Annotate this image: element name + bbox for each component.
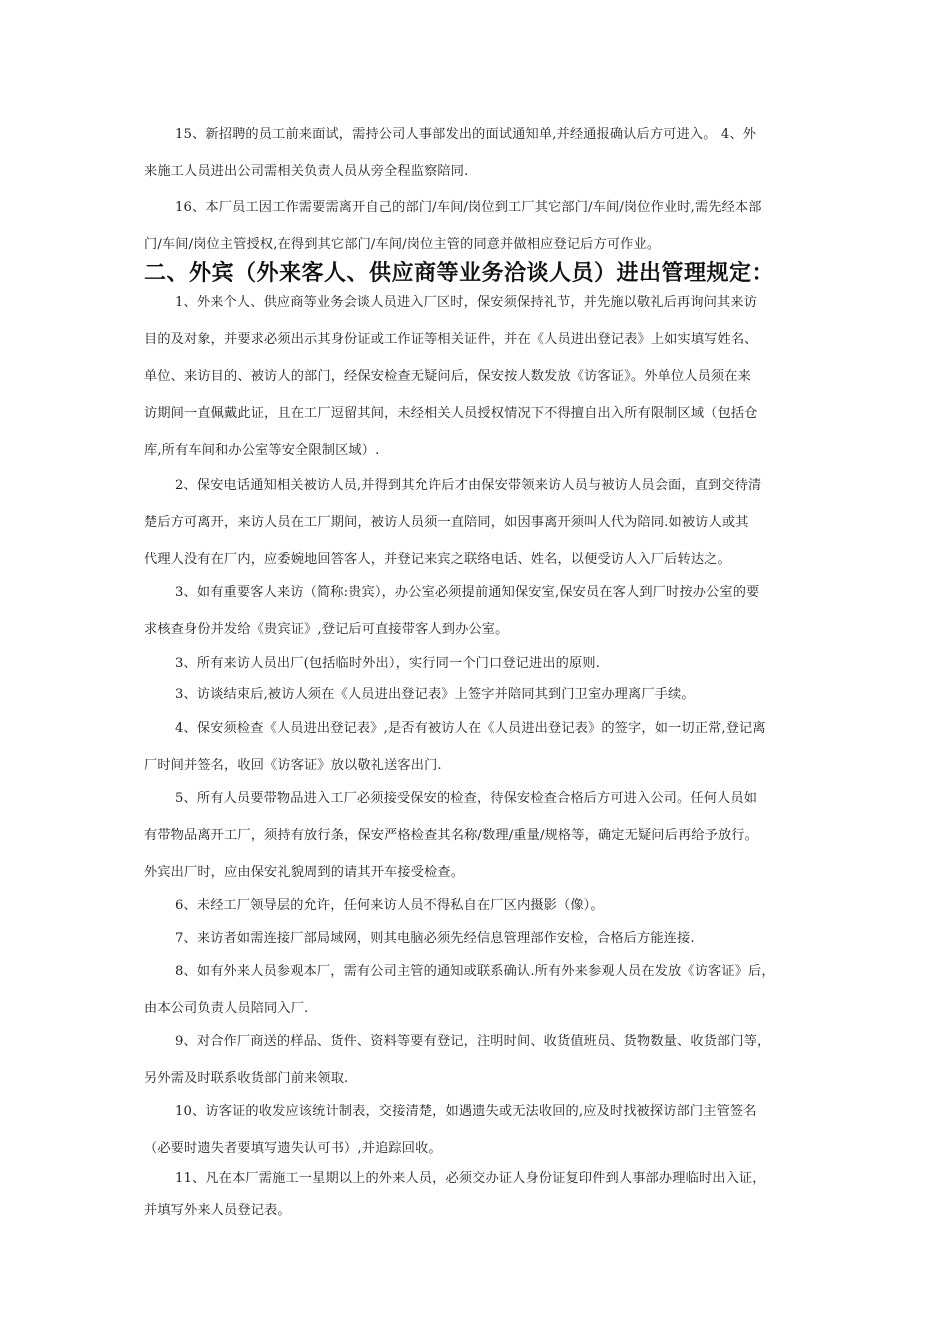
text-line: 3、如有重要客人来访（简称:贵宾），办公室必须提前通知保安室,保安员在客人到厂时按办公室的要 <box>175 585 760 600</box>
text-line: 外宾出厂时，应由保安礼貌周到的请其开车接受检查。 <box>144 865 465 880</box>
rule-item-6 <box>144 887 809 924</box>
text-line: 10、访客证的收发应该统计制表，交接清楚，如遇遗失或无法收回的,应及时找被探访部门主管签名 <box>175 1104 757 1119</box>
text-line: 9、对合作厂商送的样品、货件、资料等要有登记，注明时间、收货值班员、货物数量、收货部门等， <box>175 1034 771 1049</box>
text-line: 15、新招聘的员工前来面试，需持公司人事部发出的面试通知单,并经通报确认后方可进入。 4、外 <box>175 127 757 142</box>
rule-item-5 <box>144 780 809 891</box>
text-line: 另外需及时联系收货部门前来领取. <box>144 1071 349 1086</box>
rule-item-7 <box>144 920 809 957</box>
text-line: 并填写外来人员登记表。 <box>144 1203 291 1218</box>
rule-item-9 <box>144 1023 809 1097</box>
text-line: 8、如有外来人员参观本厂，需有公司主管的通知或联系确认.所有外来参观人员在发放《访客证》后， <box>175 964 775 979</box>
text-line: 由本公司负责人员陪同入厂. <box>144 1001 309 1016</box>
text-line: 6、未经工厂领导层的允许，任何来访人员不得私自在厂区内摄影（像）。 <box>175 898 604 913</box>
text-line: 目的及对象，并要求必须出示其身份证或工作证等相关证件，并在《人员进出登记表》上如实填写姓名、 <box>144 332 758 347</box>
rule-item-3-vip <box>144 574 809 648</box>
rule-item-1 <box>144 284 809 469</box>
rule-item-2 <box>144 467 809 578</box>
rule-item-3-leave <box>144 676 809 713</box>
rule-item-4 <box>144 710 809 784</box>
text-line: 单位、来访目的、被访人的部门，经保安检查无疑问后，保安按人数发放《访客证》。外单位人员须在来 <box>144 369 751 384</box>
text-line: 访期间一直佩戴此证，且在工厂逗留其间，未经相关人员授权情况下不得擅自出入所有限制区域（包括仓 <box>144 406 758 421</box>
paragraph-16 <box>144 189 809 263</box>
text-line: 16、本厂员工因工作需要需离开自己的部门/车间/岗位到工厂其它部门/车间/岗位作业时,需先经本部 <box>175 200 762 215</box>
text-line: 3、所有来访人员出厂(包括临时外出），实行同一个门口登记进出的原则. <box>175 656 601 671</box>
rule-item-11 <box>144 1163 809 1227</box>
rule-item-10 <box>144 1093 809 1167</box>
text-line: 1、外来个人、供应商等业务会谈人员进入厂区时，保安须保持礼节，并先施以敬礼后再询问其来访 <box>175 295 758 310</box>
text-line: 有带物品离开工厂，须持有放行条，保安严格检查其名称/数理/重量/规格等，确定无疑问后再给予放行。 <box>144 828 758 843</box>
text-line: 楚后方可离开，来访人员在工厂期间，被访人员须一直陪同，如因事离开须叫人代为陪同.如被访人或其 <box>144 515 749 530</box>
text-line: 代理人没有在厂内，应委婉地回答客人，并登记来宾之联络电话、姓名，以便受访人入厂后转达之。 <box>144 552 731 567</box>
text-line: 门/车间/岗位主管授权,在得到其它部门/车间/岗位主管的同意并做相应登记后方可作业。 <box>144 237 661 252</box>
text-line: 库,所有车间和办公室等安全限制区域）. <box>144 443 380 458</box>
text-line: 2、保安电话通知相关被访人员,并得到其允许后才由保安带领来访人员与被访人员会面，直到交待清 <box>175 478 762 493</box>
text-line: 4、保安须检查《人员进出登记表》,是否有被访人在《人员进出登记表》的签字，如一切正常,登记离 <box>175 721 766 736</box>
paragraph-15 <box>144 116 809 190</box>
rule-item-8 <box>144 953 809 1027</box>
text-line: 求核查身份并发给《贵宾证》,登记后可直接带客人到办公室。 <box>144 622 509 637</box>
text-line: 3、访谈结束后,被访人须在《人员进出登记表》上签字并陪同其到门卫室办理离厂手续。 <box>175 687 695 702</box>
text-line: 厂时间并签名，收回《访客证》放以敬礼送客出门. <box>144 758 442 773</box>
section-heading: 二、外宾（外来客人、供应商等业务洽谈人员）进出管理规定： <box>144 261 775 286</box>
text-line: （必要时遗失者要填写遗失认可书）,并追踪回收。 <box>144 1141 442 1156</box>
text-line: 11、凡在本厂需施工一星期以上的外来人员，必须交办证人身份证复印件到人事部办理临时出入证， <box>175 1171 766 1186</box>
text-line: 5、所有人员要带物品进入工厂必须接受保安的检查，待保安检查合格后方可进入公司。任何人员如 <box>175 791 758 806</box>
text-line: 7、来访者如需连接厂部局域网，则其电脑必须先经信息管理部作安检，合格后方能连接. <box>175 931 695 946</box>
text-line: 来施工人员进出公司需相关负责人员从旁全程监察陪同. <box>144 164 469 179</box>
